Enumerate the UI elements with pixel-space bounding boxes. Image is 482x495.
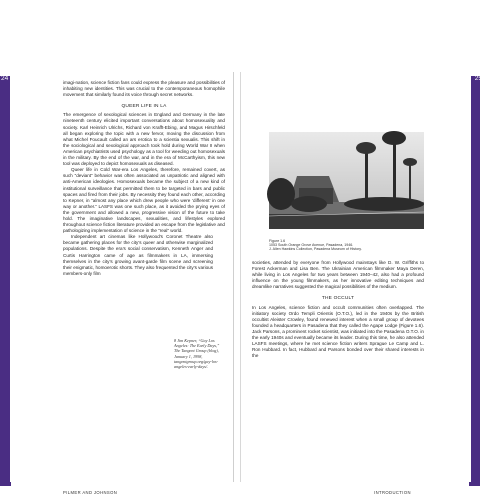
figure-photograph	[269, 132, 424, 229]
body-paragraph-3: Independent art cinemas like Hollywood’s Coronet Theatre also became gathering places for the city’s queer and otherwise marginalized populations. Despite the era’s social conservatism, Kenneth Anger and Curtis Harrington came of age as filmmakers in LA, immersing themselves in the city’s growing avant-garde film scene and screening their enigmatic, homoerotic shorts. They also frequented the city’s various members-only film	[63, 234, 213, 276]
body-paragraph-2: Queer life in Cold War-era Los Angeles, therefore, remained covert, as such “deviant” behavior was often associated as unpatriotic and aligned with anti-American ideologies. Homosexuals became the subject of a new kind of institutional surveillance that permitted them to be targeted in bars and public spaces and fired from their jobs. By necessity they found each other, according to Kepner, in “almost any place which drew people who were ‘different’ in one way or another.” LASFS was one such place, as it avoided the prying eyes of the government and allowed a new, progressive vision of the future to take hold. The imaginative landscapes, sexualities, and lifestyles explored throughout science fiction literature provided an escape from the legislative and pathologizing implementation of science in the “real” world.	[63, 167, 225, 234]
figure-caption	[269, 243, 419, 252]
sidenote: 8 Jim Kepner, “Gay Los Angeles: The Early Days,” The Tangent Group (blog), January 1, 1998, tangentgroup.org/gay-los-angeles-early-days/.	[174, 338, 220, 370]
section-heading-queer-life: QUEER LIFE IN LA	[121, 104, 167, 110]
body-paragraph-5: In Los Angeles, science fiction and occult communities often overlapped. The initiatory society Ordo Templi Orientis (O.T.O.), led in the 1940s by the British occultist Aleister Crowley, found renewed interest when a small group of devotees founded a headquarters in Pasadena that they called the Agape Lodge (Figure 1.6). Jack Parsons, a prominent rocket scientist, was initiated into the Pasadena O.T.O. in the early 1940s and eventually became its leader. During this time, he also attended LASFS meetings, where he met science fiction writers Sprague Le Camp and L. Ron Hubbard. In fact, Hubbard and Parsons bonded over their shared interests in the	[252, 304, 424, 359]
right-page-number: 25	[474, 75, 482, 82]
left-page	[1, 72, 234, 495]
intro-paragraph: imagi-nation, science fiction fans could express the pleasure and possibilities of inhabiting new identities. This was crucial to the contemporaneous homophile movement that similarly found its voice through secret networks.	[63, 80, 225, 98]
section-heading-occult: THE OCCULT	[321, 296, 355, 302]
left-footer: PILMER AND JOHNSON	[63, 490, 118, 495]
left-page-number: 24	[1, 75, 9, 82]
right-text-column	[252, 260, 424, 359]
left-text-column	[63, 80, 225, 277]
figure-label: Figure 1.6	[269, 239, 286, 243]
right-page	[240, 72, 482, 495]
right-footer: INTRODUCTION	[374, 490, 411, 495]
figure-caption-line-1: 1053 South Orange Grove Avenue, Pasadena, 1946.	[269, 243, 354, 247]
photo-illustration	[269, 132, 424, 229]
figure-caption-line-2: J. Allen Hawkins Collection, Pasadena Museum of History.	[269, 247, 362, 252]
body-paragraph-4: societies, attended by everyone from Hollywood mainstays like D. W. Griffiths to Forest Ackerman and Lisa Ben. The Ukrainian American filmmaker Maya Deren, while living in Los Angeles for two years between 1940–42, also had a profound influence on the young filmmakers, as her innovative editing techniques and dreamlike narratives suggested the magical possibilities of the medium.	[252, 260, 424, 290]
body-paragraph-1: The emergence of sexological sciences in England and Germany in the late nineteenth century elicited important conversations about homosexuality and society. Karl Heinrich Ulrichs, Richard von Krafft-Ebing, and Magus Hirschfeld all began exploring the topic with a new fervor, moving the discussion from what Michel Foucault called an ars erotica to a scientia sexualis. This shift in the sociological and sexological approach took hold during World War II when American psychiatrists used psychology as a tool for weeding out homosexuals in the military. By the end of the war, and in the era of McCarthyism, this new tool was deployed to depict homosexuals as diseased.	[63, 112, 225, 167]
